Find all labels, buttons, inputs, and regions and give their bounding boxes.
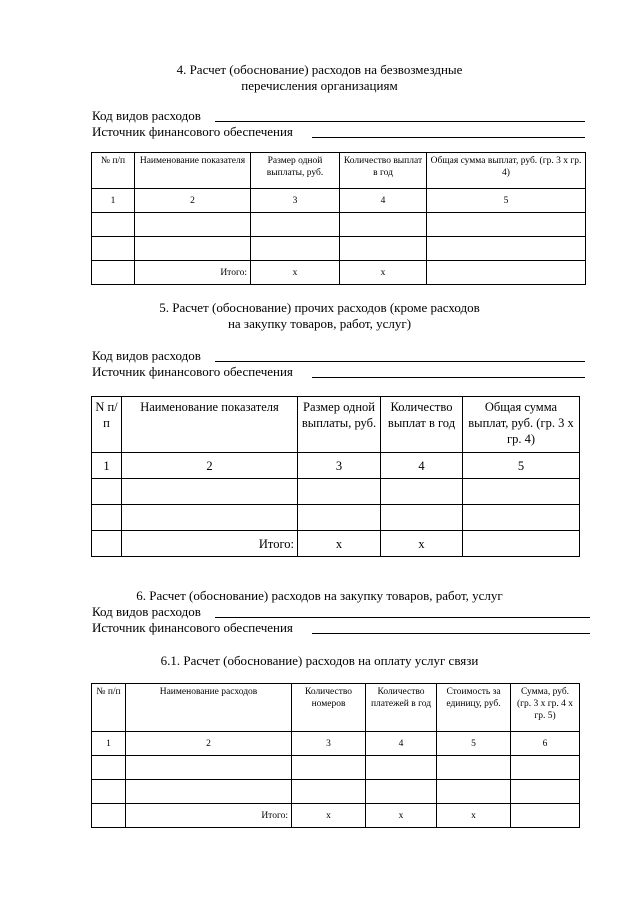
section5-source-label: Источник финансового обеспечения	[92, 364, 293, 379]
table-cell[interactable]	[511, 756, 580, 780]
table-cell[interactable]	[437, 780, 511, 804]
total-x: х	[340, 261, 427, 285]
table-cell[interactable]	[122, 505, 298, 531]
table-cell[interactable]	[366, 780, 437, 804]
total-x: х	[298, 531, 381, 557]
total-x: х	[437, 804, 511, 828]
total-sum-cell[interactable]	[463, 531, 580, 557]
table-cell	[92, 531, 122, 557]
header-cell: Сумма, руб. (гр. 3 х гр. 4 х гр. 5)	[511, 684, 580, 732]
header-cell: Количество платежей в год	[366, 684, 437, 732]
table-cell[interactable]	[427, 213, 586, 237]
table-cell[interactable]	[463, 479, 580, 505]
header-cell: № п/п	[92, 153, 135, 189]
section4-kvr-label: Код видов расходов	[92, 108, 201, 123]
table-cell[interactable]	[366, 756, 437, 780]
col-number: 4	[340, 189, 427, 213]
table-cell[interactable]	[251, 213, 340, 237]
section61-table	[91, 683, 580, 828]
section4-title-line2: перечисления организациям	[241, 78, 398, 93]
col-number: 1	[92, 453, 122, 479]
section6-kvr-field[interactable]	[215, 617, 590, 618]
section4-source-label: Источник финансового обеспечения	[92, 124, 293, 139]
table-cell[interactable]	[511, 780, 580, 804]
table-cell[interactable]	[381, 479, 463, 505]
section5-table	[91, 396, 580, 557]
section6-kvr-label: Код видов расходов	[92, 604, 201, 619]
header-cell: Наименование расходов	[126, 684, 292, 732]
total-label: Итого:	[135, 261, 251, 285]
col-number: 6	[511, 732, 580, 756]
table-cell[interactable]	[340, 237, 427, 261]
col-number: 2	[126, 732, 292, 756]
table-cell[interactable]	[135, 213, 251, 237]
table-cell[interactable]	[126, 780, 292, 804]
table-row	[92, 237, 586, 261]
total-sum-cell[interactable]	[427, 261, 586, 285]
total-x: х	[381, 531, 463, 557]
section4-kvr-field[interactable]	[215, 121, 585, 122]
header-cell: Количество выплат в год	[381, 397, 463, 453]
col-number: 1	[92, 189, 135, 213]
total-label: Итого:	[126, 804, 292, 828]
table-cell[interactable]	[126, 756, 292, 780]
section61-title: 6.1. Расчет (обоснование) расходов на оплату услуг связи	[160, 653, 479, 668]
col-number: 3	[298, 453, 381, 479]
table-cell	[92, 261, 135, 285]
table-cell[interactable]	[122, 479, 298, 505]
header-cell: Количество выплат в год	[340, 153, 427, 189]
table-cell[interactable]	[437, 756, 511, 780]
col-number: 4	[381, 453, 463, 479]
table-row	[92, 780, 580, 804]
section5-kvr-label: Код видов расходов	[92, 348, 201, 363]
section6-title: 6. Расчет (обоснование) расходов на закупку товаров, работ, услуг	[136, 588, 503, 603]
table-cell[interactable]	[251, 237, 340, 261]
header-cell: Размер одной выплаты, руб.	[251, 153, 340, 189]
total-x: х	[251, 261, 340, 285]
table-cell[interactable]	[135, 237, 251, 261]
table-cell[interactable]	[463, 505, 580, 531]
section5-source-field[interactable]	[312, 377, 585, 378]
section5-title-line2: на закупку товаров, работ, услуг)	[227, 316, 412, 331]
header-cell: № п/п	[92, 684, 126, 732]
col-number: 2	[122, 453, 298, 479]
table-cell[interactable]	[292, 780, 366, 804]
header-cell: Наименование показателя	[122, 397, 298, 453]
section6-source-label: Источник финансового обеспечения	[92, 620, 293, 635]
section4-title-line1: 4. Расчет (обоснование) расходов на безвозмездные	[176, 62, 463, 77]
col-number: 5	[437, 732, 511, 756]
col-number: 3	[251, 189, 340, 213]
section5-title-line1: 5. Расчет (обоснование) прочих расходов (кроме расходов	[159, 300, 480, 315]
section5-kvr-field[interactable]	[215, 361, 585, 362]
table-cell[interactable]	[340, 213, 427, 237]
header-cell: Стоимость за единицу, руб.	[437, 684, 511, 732]
header-cell: Наименование показателя	[135, 153, 251, 189]
table-row	[92, 479, 580, 505]
section4-source-field[interactable]	[312, 137, 585, 138]
col-number: 2	[135, 189, 251, 213]
total-sum-cell[interactable]	[511, 804, 580, 828]
table-cell[interactable]	[92, 780, 126, 804]
table-cell[interactable]	[298, 479, 381, 505]
total-row	[92, 531, 580, 557]
table-cell	[92, 804, 126, 828]
total-x: х	[366, 804, 437, 828]
table-cell[interactable]	[92, 505, 122, 531]
col-number: 5	[427, 189, 586, 213]
total-x: х	[292, 804, 366, 828]
col-number: 1	[92, 732, 126, 756]
table-row	[92, 756, 580, 780]
header-cell: Общая сумма выплат, руб. (гр. 3 х гр. 4)	[427, 153, 586, 189]
table-cell[interactable]	[92, 237, 135, 261]
header-cell: Количество номеров	[292, 684, 366, 732]
table-cell[interactable]	[381, 505, 463, 531]
header-cell: Общая сумма выплат, руб. (гр. 3 х гр. 4)	[463, 397, 580, 453]
table-cell[interactable]	[298, 505, 381, 531]
section4-table	[91, 152, 586, 285]
total-label: Итого:	[122, 531, 298, 557]
header-cell: N п/п	[92, 397, 122, 453]
table-cell[interactable]	[92, 756, 126, 780]
col-number: 4	[366, 732, 437, 756]
table-cell[interactable]	[92, 213, 135, 237]
table-row	[92, 213, 586, 237]
col-number: 3	[292, 732, 366, 756]
table-row	[92, 505, 580, 531]
table-cell[interactable]	[92, 479, 122, 505]
total-row	[92, 804, 580, 828]
total-row	[92, 261, 586, 285]
table-cell[interactable]	[427, 237, 586, 261]
header-cell: Размер одной выплаты, руб.	[298, 397, 381, 453]
col-number: 5	[463, 453, 580, 479]
table-cell[interactable]	[292, 756, 366, 780]
section6-source-field[interactable]	[312, 633, 590, 634]
